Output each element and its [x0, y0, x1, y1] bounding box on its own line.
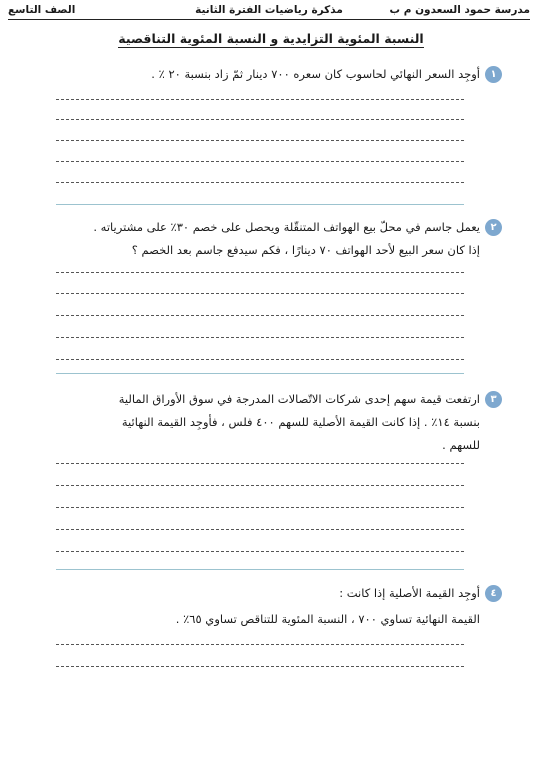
question-3-number-badge: ٣ [485, 391, 502, 408]
memo-title: مذكرة رياضيات الفترة الثانية [195, 4, 343, 16]
question-3-text-line-3: للسهم . [442, 438, 480, 452]
answer-line[interactable] [56, 359, 464, 360]
answer-line[interactable] [56, 463, 464, 464]
section-separator [56, 569, 464, 570]
answer-line[interactable] [56, 293, 464, 294]
question-3-text-line-2: بنسبة ١٤٪ . إذا كانت القيمة الأصلية للسهم ٤٠٠ فلس ، فأوجِد القيمة النهائية [121, 415, 480, 429]
answer-line[interactable] [56, 485, 464, 486]
answer-line[interactable] [56, 644, 464, 645]
question-1-number-badge: ١ [485, 66, 502, 83]
answer-line[interactable] [56, 119, 464, 120]
answer-line[interactable] [56, 182, 464, 183]
answer-line[interactable] [56, 337, 464, 338]
question-4-number-badge: ٤ [485, 585, 502, 602]
answer-line[interactable] [56, 507, 464, 508]
answer-line[interactable] [56, 529, 464, 530]
question-2-text-line-1: يعمل جاسم في محلّ بيع الهواتف المتنقّلة ويحصل على خصم ٣٠٪ على مشترياته . [93, 220, 480, 234]
answer-line[interactable] [56, 315, 464, 316]
answer-line[interactable] [56, 272, 464, 273]
grade-label: الصف التاسع [8, 4, 76, 16]
question-3-text-line-1: ارتفعت قيمة سهم إحدى شركات الاتّصالات المدرجة في سوق الأوراق المالية [118, 392, 480, 406]
answer-line[interactable] [56, 551, 464, 552]
page-header [8, 4, 530, 20]
answer-line[interactable] [56, 99, 464, 100]
page-title [0, 31, 542, 46]
section-separator [56, 204, 464, 205]
answer-line[interactable] [56, 161, 464, 162]
question-1-text: أوجِد السعر النهائي لحاسوب كان سعره ٧٠٠ دينار ثمّ زاد بنسبة ٢٠ ٪ . [151, 67, 480, 81]
question-4-text-line-1: أوجِد القيمة الأصلية إذا كانت : [339, 586, 480, 600]
answer-line[interactable] [56, 140, 464, 141]
question-4-text-line-2: القيمة النهائية تساوي ٧٠٠ ، النسبة المئوية للتناقص تساوي ٦٥٪ . [175, 612, 480, 626]
school-name: مدرسة حمود السعدون م ب [389, 4, 530, 16]
question-2-text-line-2: إذا كان سعر البيع لأحد الهواتف ٧٠ دينارًا ، فكم سيدفع جاسم بعد الخصم ؟ [131, 243, 480, 257]
answer-line[interactable] [56, 666, 464, 667]
page-title-text: النسبة المئوية التزايدية و النسبة المئوية التناقصية [118, 31, 424, 46]
question-2-number-badge: ٢ [485, 219, 502, 236]
section-separator [56, 373, 464, 374]
header-rule [8, 19, 530, 20]
